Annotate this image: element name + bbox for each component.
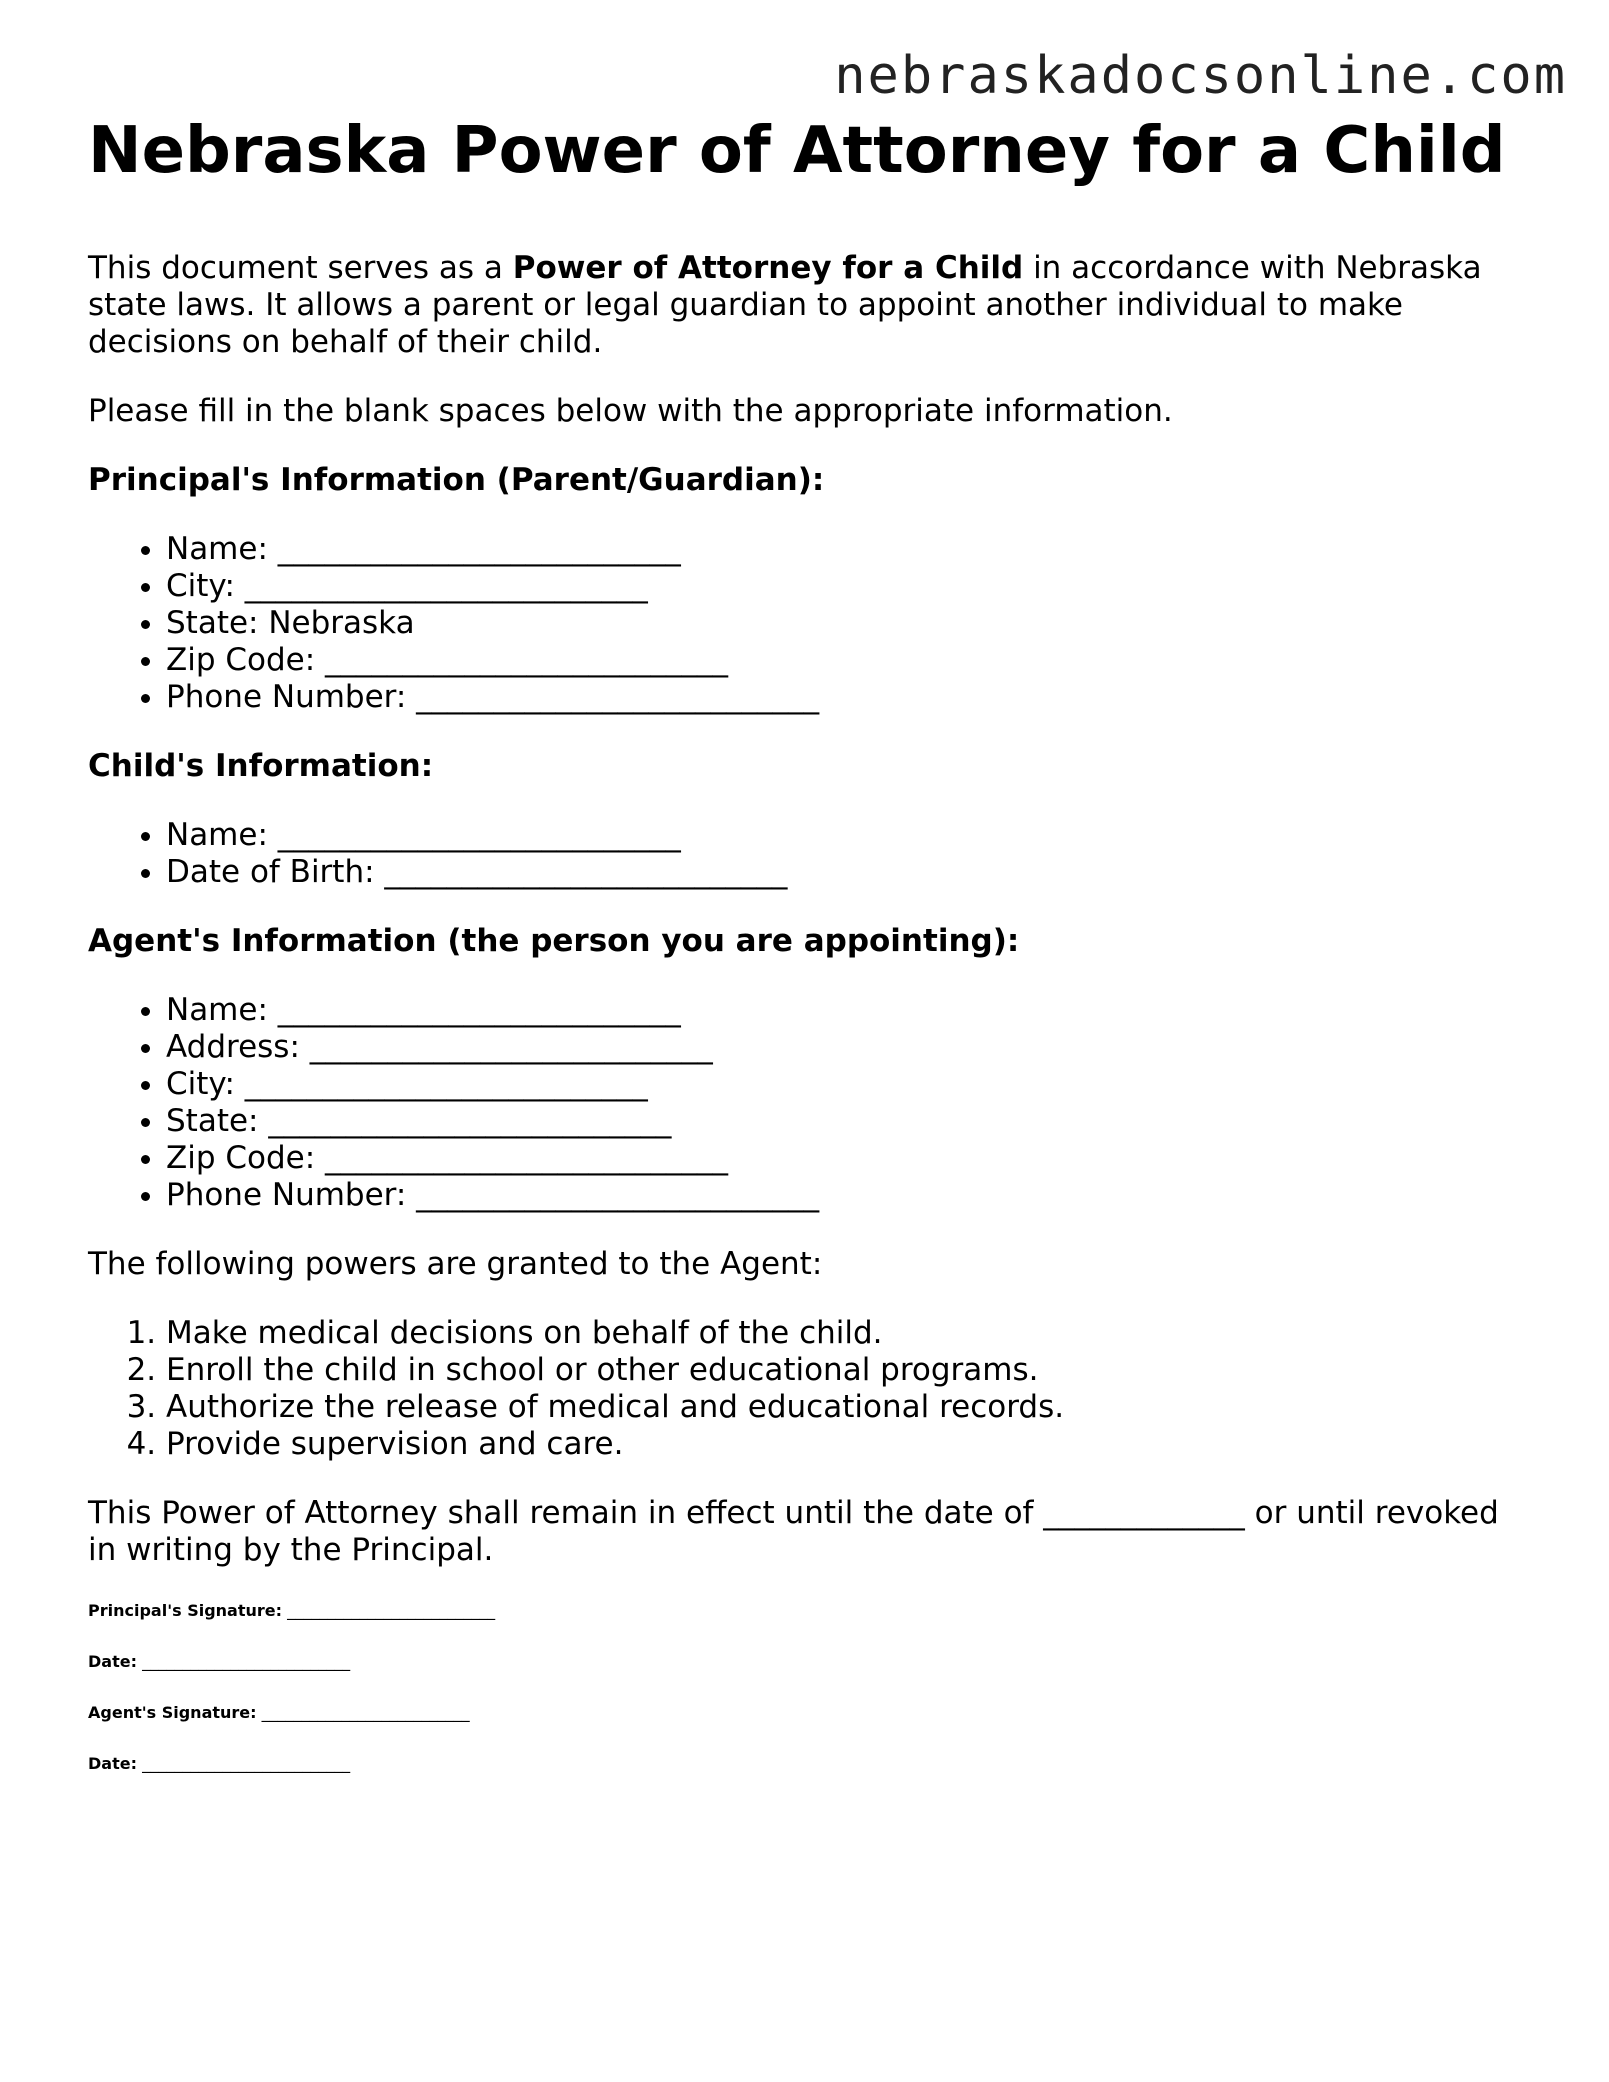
agent-heading: Agent's Information (the person you are appointing): [88,923,1020,959]
principal-state-field: • State: Nebraska [166,605,1528,642]
agent-signature-label: Agent's Signature: [88,1703,257,1722]
principal-city-field[interactable]: • City: __________________________ [166,568,1528,605]
agent-state-field[interactable]: • State: __________________________ [166,1103,1528,1140]
principal-signature-blank[interactable]: __________________________ [282,1601,496,1620]
principal-name-field[interactable]: • Name: __________________________ [166,531,1528,568]
watermark: nebraskadocsonline.com [834,46,1567,106]
agent-signature-line[interactable] [88,1703,1528,1722]
intro-text-before: This document serves as a [88,250,513,286]
principal-date-line[interactable] [88,1652,1528,1671]
agent-name-field[interactable]: • Name: __________________________ [166,992,1528,1029]
agent-address-field[interactable]: • Address: __________________________ [166,1029,1528,1066]
document-page [88,108,1528,1773]
principal-signature-label: Principal's Signature: [88,1601,283,1620]
intro-text-after: in accordance with Nebraska state laws. It allows a parent or legal guardian to appoint another individual to make decisions on behalf of their child. [88,250,1482,360]
principal-list [88,531,1528,716]
powers-intro: The following powers are granted to the Agent: [88,1246,823,1282]
page-title: Nebraska Power of Attorney for a Child [88,114,1506,188]
agent-date-blank[interactable]: __________________________ [136,1754,351,1773]
powers-list [88,1315,1528,1463]
intro-paragraph [88,250,1528,361]
child-name-field[interactable]: • Name: __________________________ [166,817,1528,854]
principal-date-label: Date: [88,1652,137,1671]
agent-signature-blank[interactable]: __________________________ [256,1703,470,1722]
principal-signature-line[interactable] [88,1601,1528,1620]
agent-list [88,992,1528,1214]
child-list [88,817,1528,891]
power-item: 4. Provide supervision and care. [166,1426,1528,1463]
intro-text-bold: Power of Attorney for a Child [512,250,1024,286]
agent-date-label: Date: [88,1754,137,1773]
agent-zip-field[interactable]: • Zip Code: __________________________ [166,1140,1528,1177]
agent-city-field[interactable]: • City: __________________________ [166,1066,1528,1103]
principal-zip-field[interactable]: • Zip Code: __________________________ [166,642,1528,679]
principal-date-blank[interactable]: __________________________ [136,1652,351,1671]
agent-date-line[interactable] [88,1754,1528,1773]
power-item: 3. Authorize the release of medical and educational records. [166,1389,1528,1426]
principal-heading: Principal's Information (Parent/Guardian): [88,462,825,498]
power-item: 1. Make medical decisions on behalf of the child. [166,1315,1528,1352]
duration-paragraph[interactable]: This Power of Attorney shall remain in effect until the date of _____________ or until revoked in writing by the Principal. [88,1495,1499,1568]
child-heading: Child's Information: [88,748,434,784]
power-item: 2. Enroll the child in school or other educational programs. [166,1352,1528,1389]
agent-phone-field[interactable]: • Phone Number: __________________________ [166,1177,1528,1214]
instruction-text: Please fill in the blank spaces below with the appropriate information. [88,393,1173,429]
principal-phone-field[interactable]: • Phone Number: __________________________ [166,679,1528,716]
child-dob-field[interactable]: • Date of Birth: __________________________ [166,854,1528,891]
